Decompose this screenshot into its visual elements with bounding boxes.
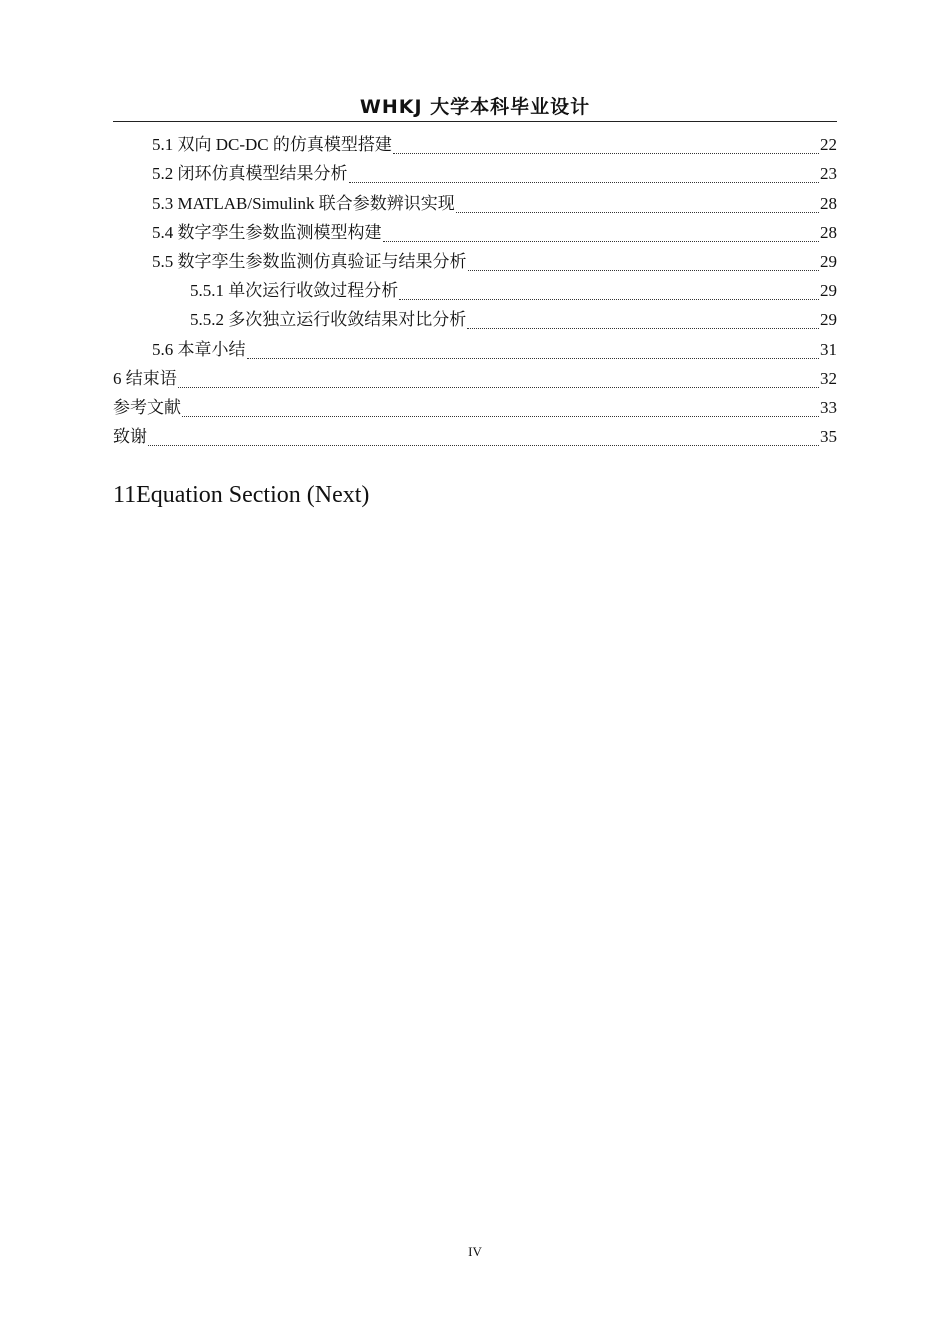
toc-entry-page: 35 [820, 427, 837, 447]
toc-entry-5-6[interactable] [113, 334, 837, 363]
toc-entry-label: 致谢 [113, 427, 147, 447]
toc-entry-5-1[interactable] [113, 130, 837, 159]
page-number: IV [468, 1244, 482, 1259]
toc-leader-dots [178, 377, 819, 388]
toc-entry-6[interactable] [113, 364, 837, 393]
toc-entry-label: 5.5 数字孪生参数监测仿真验证与结果分析 [152, 251, 467, 271]
toc-entry-page: 28 [820, 193, 837, 213]
toc-entry-5-4[interactable] [113, 218, 837, 247]
toc-entry-acknowledgements[interactable] [113, 422, 837, 451]
toc-entry-label: 5.5.1 单次运行收敛过程分析 [190, 281, 399, 301]
toc-entry-label: 5.2 闭环仿真模型结果分析 [152, 164, 348, 184]
toc-entry-page: 29 [820, 281, 837, 301]
toc-entry-page: 22 [820, 135, 837, 155]
toc-entry-page: 33 [820, 397, 837, 417]
toc-leader-dots [148, 435, 819, 446]
table-of-contents [113, 130, 837, 451]
toc-entry-page: 32 [820, 368, 837, 388]
toc-entry-page: 29 [820, 310, 837, 330]
header-title: WHKJ 大学本科毕业设计 [359, 96, 591, 118]
toc-entry-page: 23 [820, 164, 837, 184]
toc-entry-label: 6 结束语 [113, 368, 177, 388]
toc-entry-page: 28 [820, 222, 837, 242]
page-header [113, 94, 837, 122]
toc-entry-page: 31 [820, 339, 837, 359]
toc-entry-label: 5.3 MATLAB/Simulink 联合参数辨识实现 [152, 193, 455, 213]
toc-entry-5-3[interactable] [113, 188, 837, 217]
toc-leader-dots [467, 318, 819, 329]
toc-entry-label: 5.5.2 多次独立运行收敛结果对比分析 [190, 310, 467, 330]
toc-entry-5-5[interactable] [113, 247, 837, 276]
toc-entry-5-5-1[interactable] [113, 276, 837, 305]
toc-entry-label: 5.4 数字孪生参数监测模型构建 [152, 222, 382, 242]
toc-entry-page: 29 [820, 251, 837, 271]
toc-leader-dots [247, 348, 820, 359]
toc-leader-dots [468, 260, 820, 271]
equation-section-field: 11Equation Section (Next) [113, 482, 370, 508]
toc-entry-5-5-2[interactable] [113, 305, 837, 334]
toc-entry-label: 5.6 本章小结 [152, 339, 246, 359]
toc-entry-label: 5.1 双向 DC-DC 的仿真模型搭建 [152, 135, 392, 155]
toc-leader-dots [383, 231, 820, 242]
toc-entry-label: 参考文献 [113, 397, 181, 417]
toc-leader-dots [399, 289, 819, 300]
toc-leader-dots [182, 406, 819, 417]
toc-entry-references[interactable] [113, 393, 837, 422]
toc-leader-dots [456, 202, 819, 213]
toc-leader-dots [393, 143, 819, 154]
toc-entry-5-2[interactable] [113, 159, 837, 188]
toc-leader-dots [349, 172, 820, 183]
